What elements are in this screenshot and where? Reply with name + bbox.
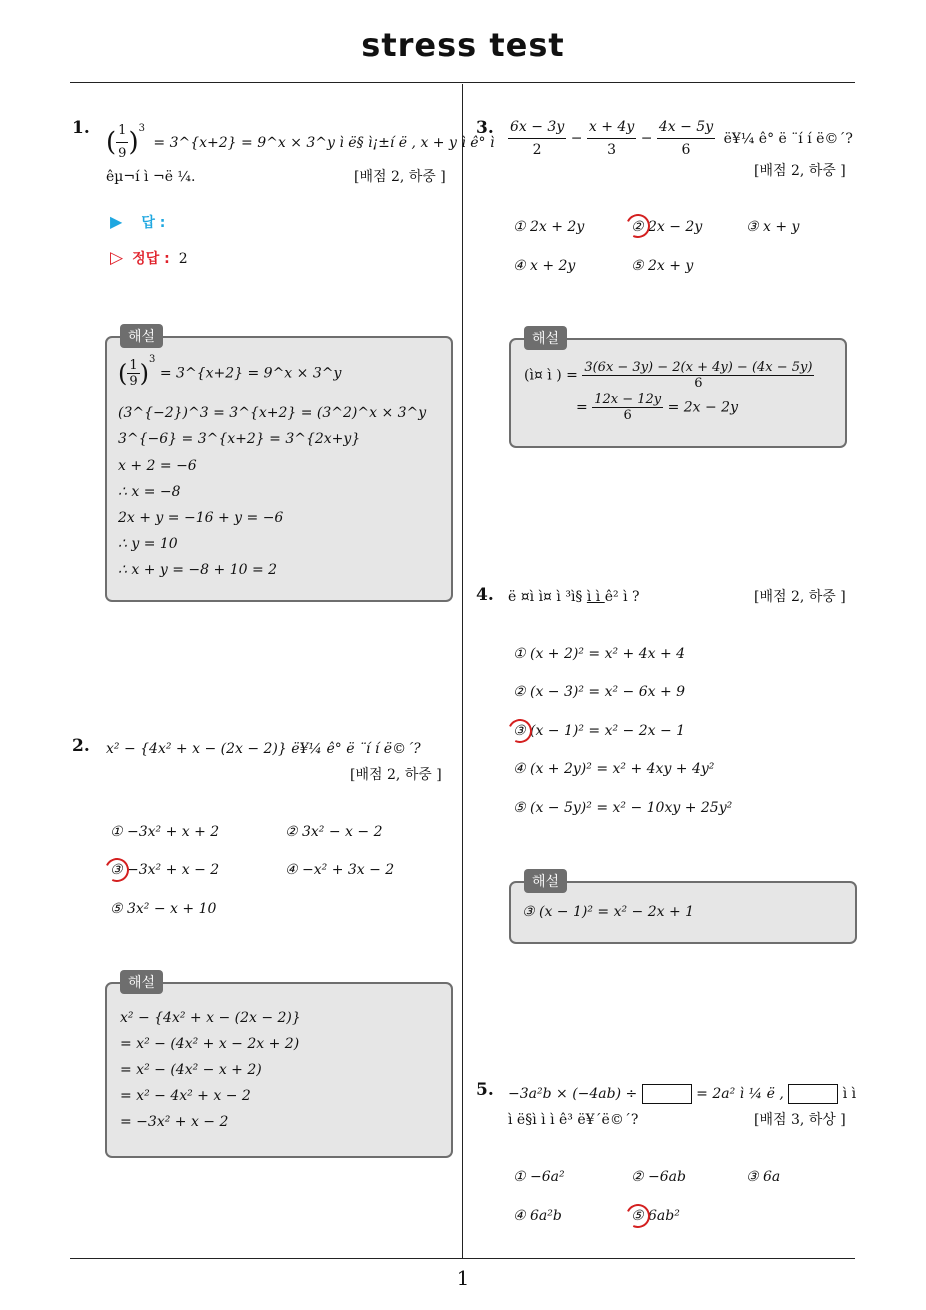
solution-line: ∴ x = −8	[118, 484, 181, 500]
question-text-line2: ì ë§ì ì ì ê³ ë¥´ë©´?	[508, 1112, 639, 1128]
choice-5[interactable]: ⑤ 3x² − x + 10	[110, 901, 217, 917]
solution-line: (3^{−2})^3 = 3^{x+2} = (3^2)^x × 3^y	[118, 405, 427, 421]
choice-4[interactable]: ④ −x² + 3x − 2	[285, 862, 395, 878]
question-text: $\frac{6x - 3y}{2}$ − $\frac{x + 4y}{3}$ − $\frac{4x - 5y}{6}$ ë¥¼ ê° ë ¨í í ë©´?	[508, 116, 853, 161]
question-text: ë ¤ì ì¤ ì ³ì§ ì ì ê² ì ?	[508, 589, 640, 605]
choice-4[interactable]: ④ (x + 2y)² = x² + 4xy + 4y²	[513, 761, 715, 777]
choice-1[interactable]: ① (x + 2)² = x² + 4x + 4	[513, 646, 686, 662]
triangle-outline-icon: ▷	[110, 248, 124, 268]
choice-3[interactable]: ③ (x − 1)² = x² − 2x − 1	[513, 723, 686, 739]
solution-line: = −3x² + x − 2	[120, 1114, 229, 1130]
correct-value: 2	[178, 251, 188, 267]
choice-4[interactable]: ④ 6a²b	[513, 1208, 562, 1224]
answer-label: 답 :	[141, 215, 166, 231]
selected-mark-icon	[623, 1201, 654, 1232]
solution-line: ( $\frac{1}{9}$ )$^3$ = 3^{x+2} = 9^x × 3^y	[118, 353, 342, 389]
question-number: 2.	[72, 736, 90, 756]
choice-2[interactable]: ② (x − 3)² = x² − 6x + 9	[513, 684, 686, 700]
score-label: [배점 2, 하중 ]	[354, 169, 446, 185]
choice-3[interactable]: ③ 6a	[746, 1169, 781, 1185]
solution-line: 3^{−6} = 3^{x+2} = 3^{2x+y}	[118, 431, 361, 447]
score-label: [배점 3, 하상 ]	[754, 1112, 846, 1128]
correct-answer-row	[110, 248, 188, 268]
choice-3[interactable]: ③ −3x² + x − 2	[110, 862, 220, 878]
solution-line: x + 2 = −6	[118, 458, 197, 474]
question-text: ( $\frac{1}{9}$ )$^3$ = 3^{x+2} = 9^x × 3^y ì ë§ ì¡±í ë , x + y ì ê° ì	[106, 120, 494, 165]
choice-1[interactable]: ① 2x + 2y	[513, 219, 585, 235]
solution-line: = x² − (4x² + x − 2x + 2)	[120, 1036, 300, 1052]
page-title: stress test	[361, 26, 565, 64]
choice-1[interactable]: ① −6a²	[513, 1169, 565, 1185]
choice-1[interactable]: ① −3x² + x + 2	[110, 824, 220, 840]
selected-mark-icon	[505, 716, 536, 747]
footer-rule	[70, 1258, 855, 1259]
answer-blank	[642, 1084, 692, 1104]
choice-2[interactable]: ② 3x² − x − 2	[285, 824, 383, 840]
solution-line: ∴ y = 10	[118, 536, 178, 552]
solution-line: 2x + y = −16 + y = −6	[118, 510, 284, 526]
solution-line: = x² − (4x² − x + 2)	[120, 1062, 262, 1078]
question-text: −3a²b × (−4ab) ÷ = 2a² ì ¼ ë , ì ì	[508, 1086, 857, 1102]
choice-5[interactable]: ⑤ 2x + y	[631, 258, 694, 274]
correct-label: 정답 :	[132, 251, 170, 267]
question-text: x² − {4x² + x − (2x − 2)} ë¥¼ ê° ë ¨í í ë©´?	[106, 741, 421, 757]
answer-blank	[788, 1084, 838, 1104]
choice-2[interactable]: ② −6ab	[631, 1169, 686, 1185]
question-text-line2: êµ¬í ì ¬ë ¼.	[106, 169, 196, 185]
choice-5[interactable]: ⑤ (x − 5y)² = x² − 10xy + 25y²	[513, 800, 733, 816]
answer-row	[110, 212, 165, 232]
solution-line: ③ (x − 1)² = x² − 2x + 1	[522, 904, 695, 920]
column-divider	[462, 84, 463, 1259]
solution-tag: 해설	[120, 324, 163, 348]
choice-5[interactable]: ⑤ 6ab²	[631, 1208, 680, 1224]
solution-line: ∴ x + y = −8 + 10 = 2	[118, 562, 278, 578]
choice-2[interactable]: ② 2x − 2y	[631, 219, 703, 235]
solution-tag: 해설	[524, 869, 567, 893]
solution-line: x² − {4x² + x − (2x − 2)}	[120, 1010, 301, 1026]
solution-line: (ì¤ ì ) = $\frac{3(6x - 3y) - 2(x + 4y) - (4x - 5y)}{6}$	[524, 360, 813, 391]
play-arrow-icon: ▶	[110, 212, 123, 231]
score-label: [배점 2, 하중 ]	[754, 589, 846, 605]
choice-4[interactable]: ④ x + 2y	[513, 258, 576, 274]
question-number: 5.	[476, 1080, 494, 1100]
question-number: 1.	[72, 118, 90, 138]
question-number: 4.	[476, 585, 494, 605]
solution-tag: 해설	[524, 326, 567, 350]
selected-mark-icon	[623, 211, 654, 242]
selected-mark-icon	[102, 855, 133, 886]
solution-tag: 해설	[120, 970, 163, 994]
choice-3[interactable]: ③ x + y	[746, 219, 800, 235]
header-rule	[70, 82, 855, 83]
score-label: [배점 2, 하중 ]	[350, 767, 442, 783]
solution-line: = $\frac{12x - 12y}{6}$ = 2x − 2y	[576, 392, 738, 423]
page-number: 1	[456, 1266, 470, 1290]
question-number: 3.	[476, 118, 494, 138]
solution-line: = x² − 4x² + x − 2	[120, 1088, 251, 1104]
score-label: [배점 2, 하중 ]	[754, 163, 846, 179]
